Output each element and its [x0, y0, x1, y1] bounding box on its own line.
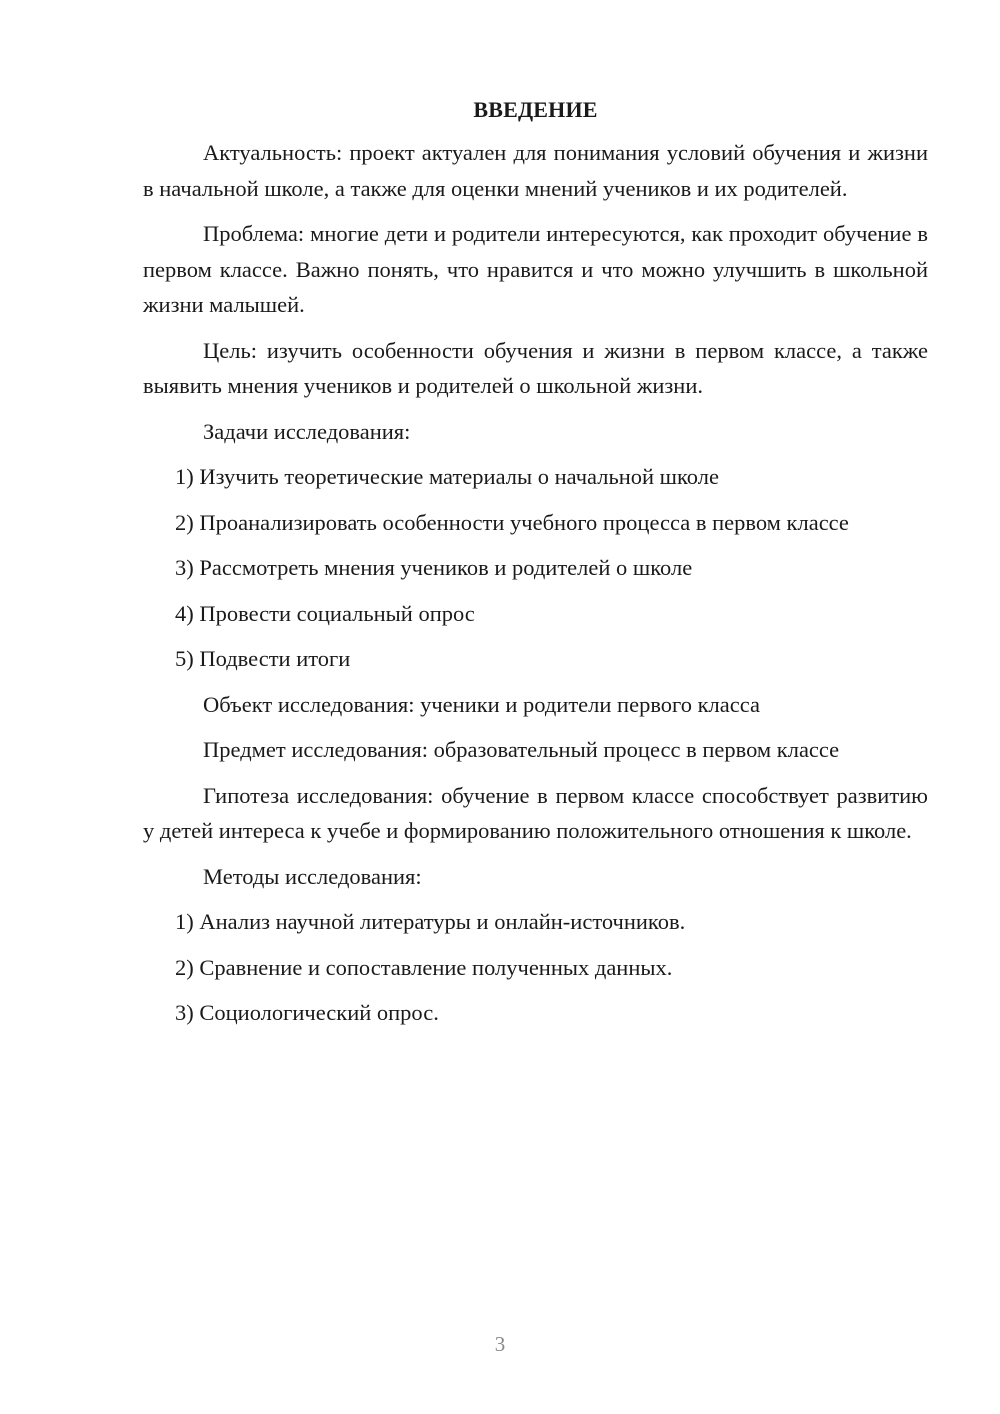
tasks-heading: Задачи исследования:	[203, 418, 411, 444]
subject-line: Предмет исследования: образовательный процесс в первом классе	[203, 737, 840, 762]
method-item: 3) Социологический опрос.	[175, 1000, 439, 1025]
task-item: 1) Изучить теоретические материалы о начальной школе	[175, 464, 719, 489]
methods-heading: Методы исследования:	[203, 863, 422, 889]
relevance-paragraph: Актуальность: проект актуален для понимания условий обучения и жизни в начальной школе, а также для оценки мнений учеников и их родителей.	[143, 140, 928, 201]
task-item: 5) Подвести итоги	[175, 646, 351, 671]
object-line: Объект исследования: ученики и родители первого класса	[203, 691, 760, 717]
method-item: 2) Сравнение и сопоставление полученных данных.	[175, 954, 673, 980]
section-title: ВВЕДЕНИЕ	[473, 97, 598, 122]
problem-paragraph: Проблема: многие дети и родители интересуются, как проходит обучение в первом классе. Важно понять, что нравится и что можно улучшить в школьной жизни малышей.	[143, 221, 928, 317]
hypothesis-paragraph: Гипотеза исследования: обучение в первом классе способствует развитию у детей интереса к учебе и формированию положительного отношения к школе.	[143, 782, 928, 843]
task-item: 3) Рассмотреть мнения учеников и родителей о школе	[175, 555, 693, 580]
task-item: 4) Провести социальный опрос	[175, 600, 475, 626]
task-item: 2) Проанализировать особенности учебного процесса в первом классе	[175, 509, 849, 535]
method-item: 1) Анализ научной литературы и онлайн-источников.	[175, 909, 686, 934]
goal-paragraph: Цель: изучить особенности обучения и жизни в первом классе, а также выявить мнения учеников и родителей о школьной жизни.	[143, 337, 928, 398]
page-content	[143, 94, 928, 1041]
page-number: 3	[494, 1332, 506, 1356]
